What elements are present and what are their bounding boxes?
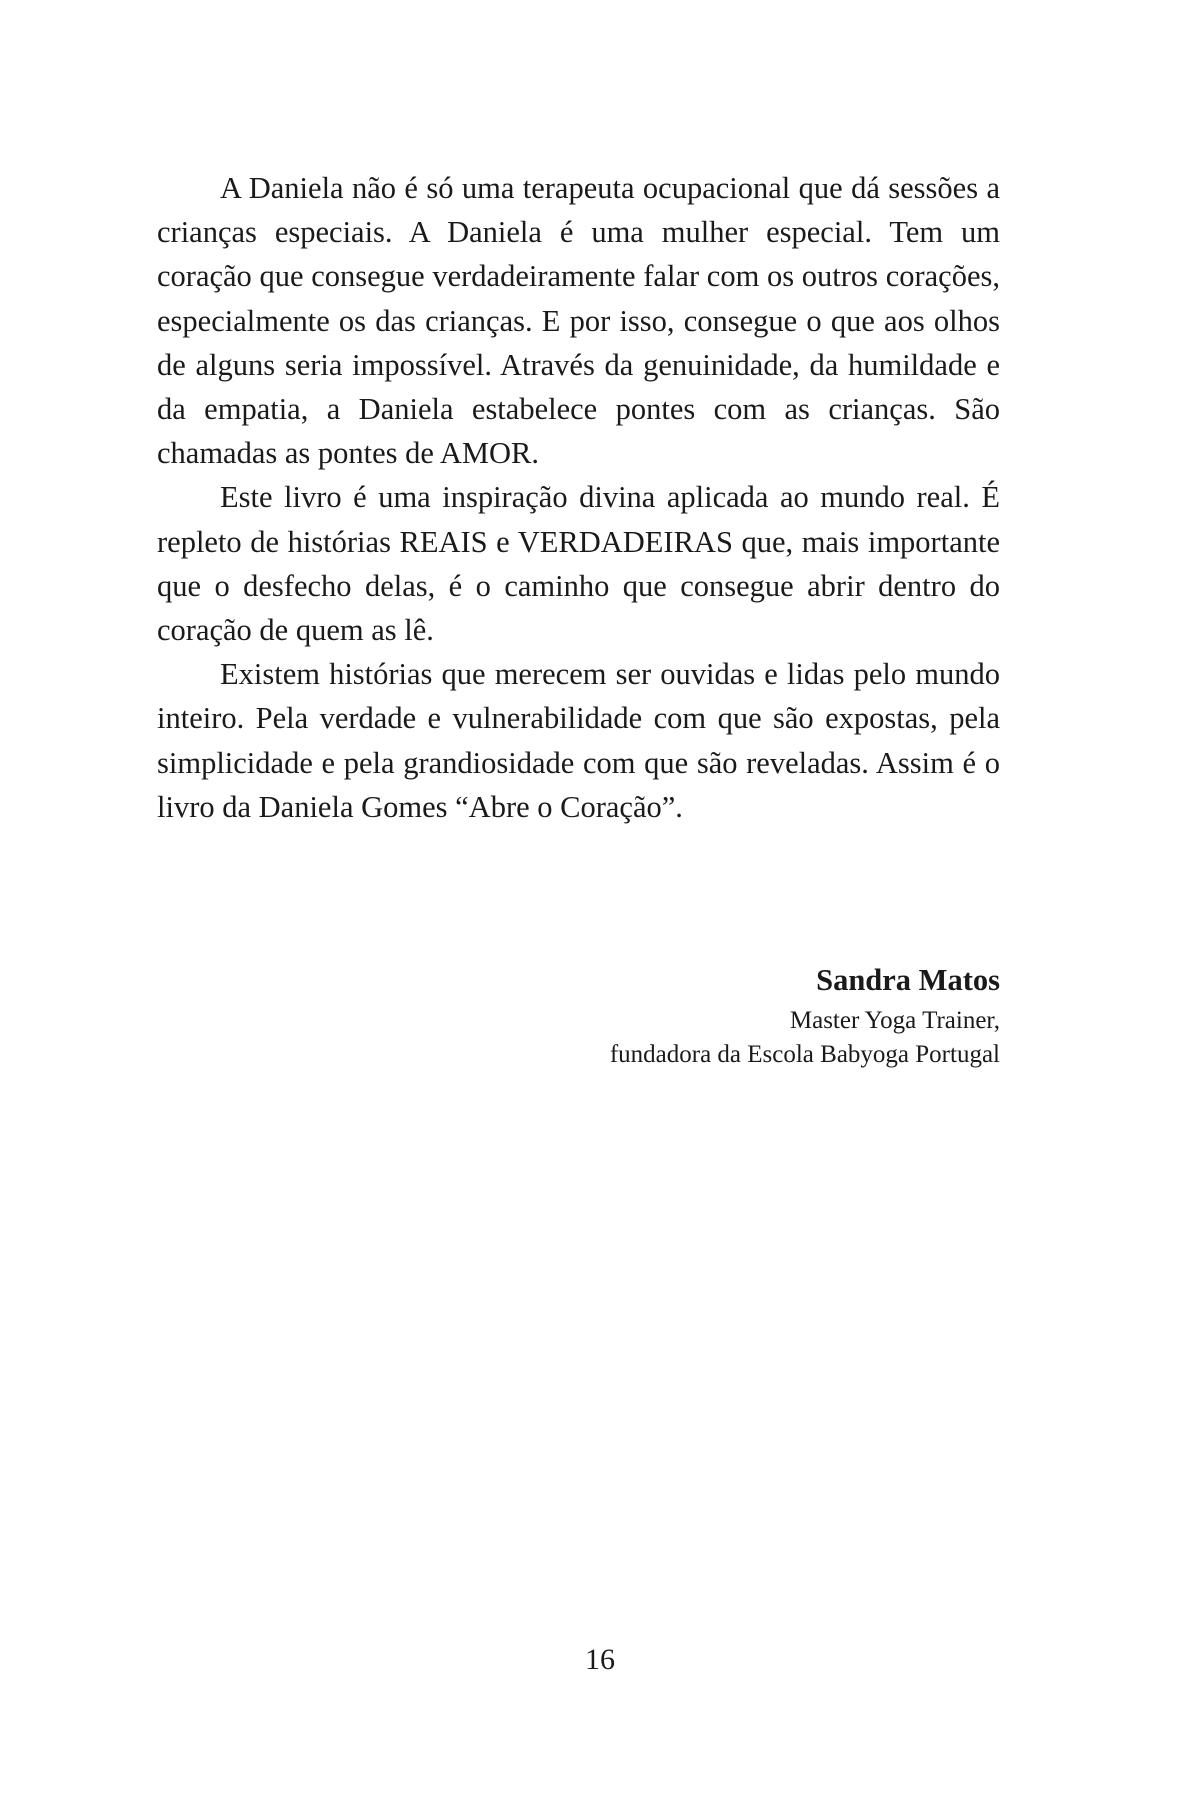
- paragraph-2: Este livro é uma inspiração divina aplicada ao mundo real. É repleto de histórias REAIS e VERDADEIRAS que, mais importante que o desfecho delas, é o caminho que consegue abrir dentro do coração de quem as lê.: [157, 480, 1000, 648]
- body-text: [157, 166, 1000, 829]
- signature-name: Sandra Matos: [816, 963, 1000, 997]
- page-number: 16: [585, 1643, 615, 1676]
- signature-block: [400, 960, 1000, 1072]
- paragraph-1: A Daniela não é só uma terapeuta ocupacional que dá sessões a crianças especiais. A Daniela é uma mulher especial. Tem um coração que consegue verdadeiramente falar com os outros corações, especialmente os das crianças. E por isso, consegue o que aos olhos de alguns seria impossível. Através da genuinidade, da humildade e da empatia, a Daniela estabelece pontes com as crianças. São chamadas as pontes de AMOR.: [157, 171, 1000, 471]
- paragraph-3: Existem histórias que merecem ser ouvidas e lidas pelo mundo inteiro. Pela verdade e vulnerabilidade com que são expostas, pela simplicidade e pela grandiosidade com que são reveladas. Assim é o livro da Daniela Gomes “Abre o Coração”.: [157, 657, 1000, 824]
- signature-role-line-1: Master Yoga Trainer,: [789, 1007, 1000, 1034]
- signature-role-line-2: fundadora da Escola Babyoga Portugal: [609, 1041, 1000, 1068]
